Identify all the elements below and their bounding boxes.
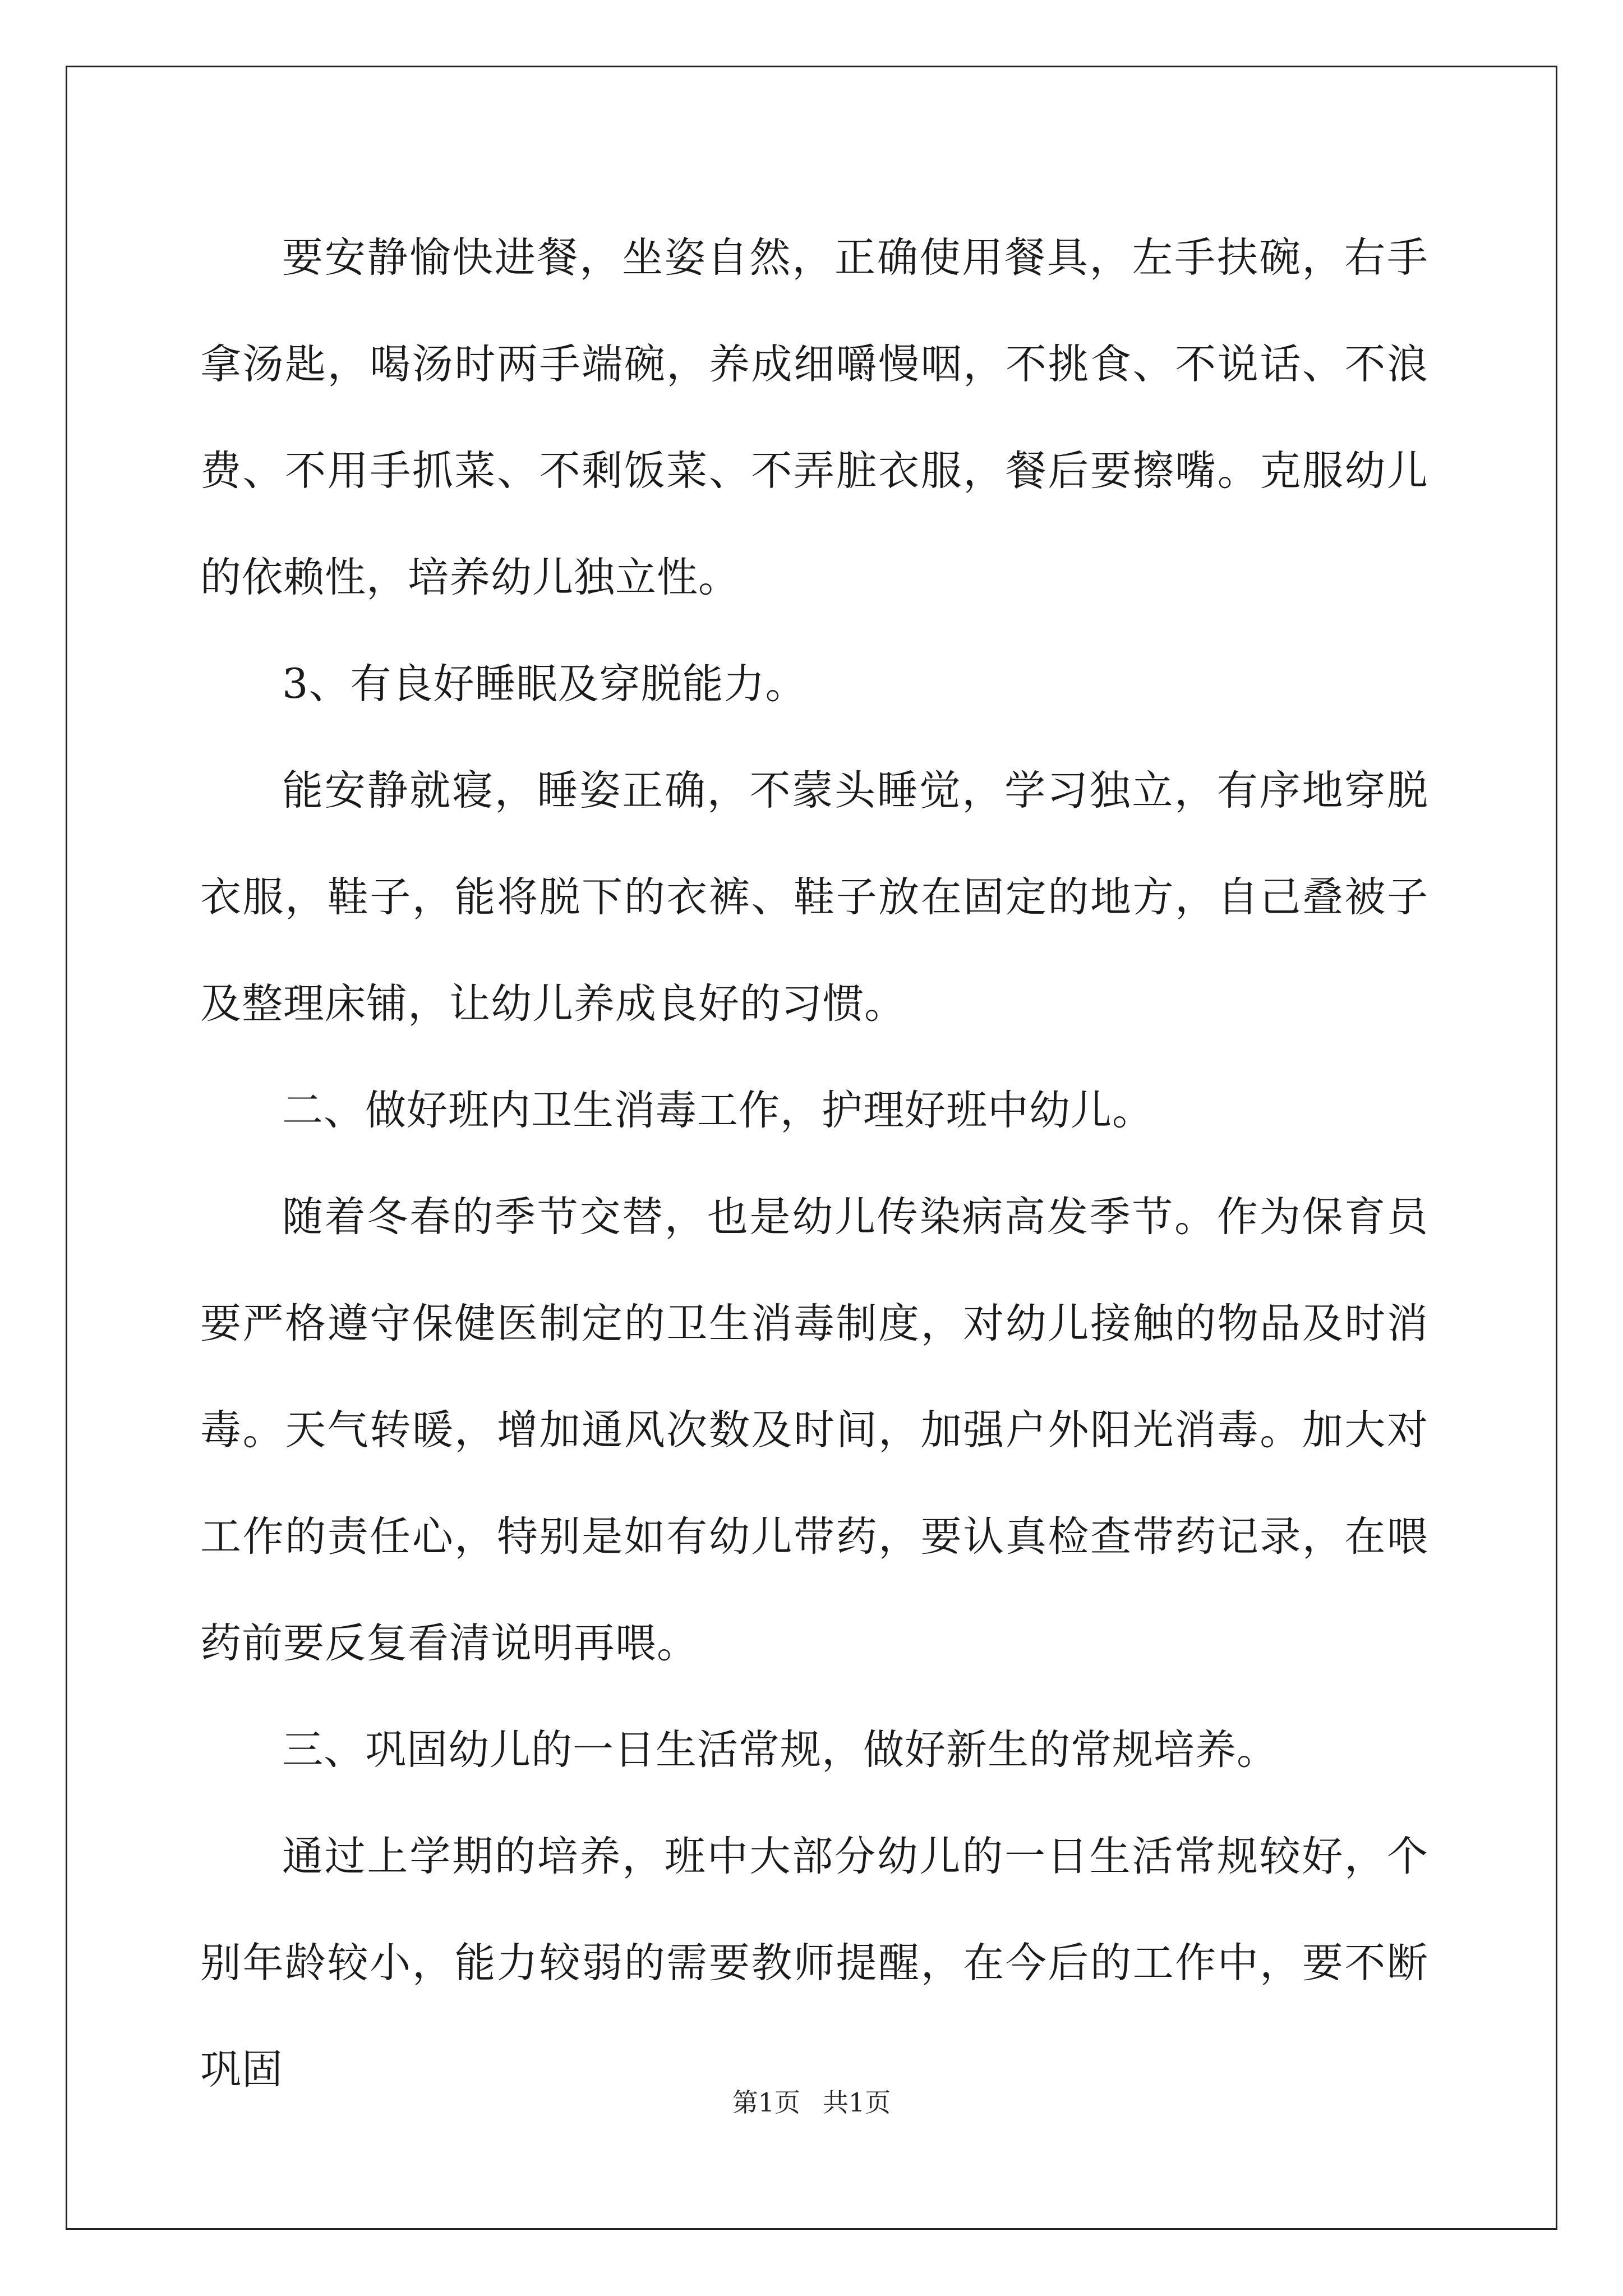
page-number: 第1页 <box>732 2087 800 2118</box>
section-heading: 二、做好班内卫生消毒工作，护理好班中幼儿。 <box>282 1087 1154 1134</box>
document-body <box>200 205 1428 2123</box>
section-heading: 三、巩固幼儿的一日生活常规，做好新生的常规培养。 <box>282 1726 1278 1774</box>
paragraph: 能安静就寝，睡姿正确，不蒙头睡觉，学习独立，有序地穿脱衣服，鞋子，能将脱下的衣裤、鞋子放在固定的地方，自己叠被子及整理床铺，让幼儿养成良好的习惯。 <box>200 767 1428 1028</box>
paragraph: 3、有良好睡眠及穿脱能力。 <box>282 660 807 708</box>
paragraph: 随着冬春的季节交替，也是幼儿传染病高发季节。作为保育员要严格遵守保健医制定的卫生消毒制度，对幼儿接触的物品及时消毒。天气转暖，增加通风次数及时间，加强户外阳光消毒。加大对工作的责任心，特别是如有幼儿带药，要认真检查带药记录，在喂药前要反复看清说明再喂。 <box>200 1193 1428 1667</box>
page-footer <box>0 2086 1623 2119</box>
total-pages: 共1页 <box>823 2087 891 2118</box>
paragraph: 通过上学期的培养，班中大部分幼儿的一日生活常规较好，个别年龄较小，能力较弱的需要教师提醒，在今后的工作中，要不断巩固 <box>200 1833 1428 2093</box>
paragraph: 要安静愉快进餐，坐姿自然，正确使用餐具，左手扶碗，右手拿汤匙，喝汤时两手端碗，养成细嚼慢咽，不挑食、不说话、不浪费、不用手抓菜、不剩饭菜、不弄脏衣服，餐后要擦嘴。克服幼儿的依赖性，培养幼儿独立性。 <box>200 234 1428 601</box>
